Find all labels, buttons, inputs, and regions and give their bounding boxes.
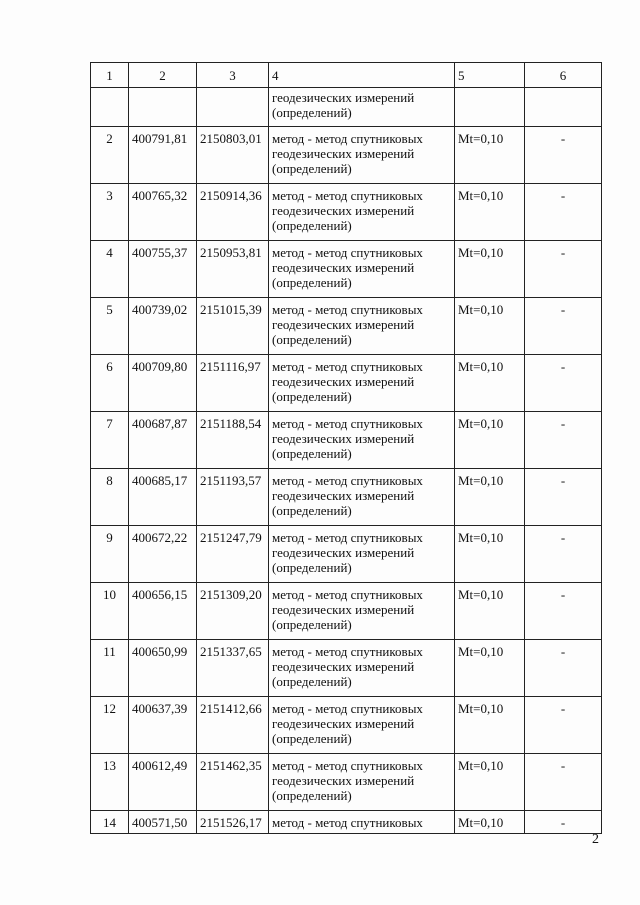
cell-accuracy: Mt=0,10 <box>455 241 525 298</box>
cell-point-number: 3 <box>91 184 129 241</box>
page-number: 2 <box>592 832 599 847</box>
cell-accuracy: Mt=0,10 <box>455 583 525 640</box>
table-row <box>91 697 602 754</box>
cell-accuracy: Mt=0,10 <box>455 526 525 583</box>
cell-y-coordinate: 2151247,79 <box>197 526 269 583</box>
cell-x-coordinate: 400571,50 <box>129 811 197 834</box>
cell-note: - <box>525 754 602 811</box>
cell-x-coordinate: 400739,02 <box>129 298 197 355</box>
cell-point-number: 8 <box>91 469 129 526</box>
cell-point-number: 2 <box>91 127 129 184</box>
cell-accuracy: Mt=0,10 <box>455 298 525 355</box>
cell-note: - <box>525 241 602 298</box>
cell-point-number: 11 <box>91 640 129 697</box>
cell-note: - <box>525 127 602 184</box>
cell-note: - <box>525 355 602 412</box>
cell-note: - <box>525 412 602 469</box>
cell-method: метод - метод спутниковых геодезических измерений (определений) <box>269 355 455 412</box>
cell-note: - <box>525 298 602 355</box>
table-row <box>91 754 602 811</box>
cell-x-coordinate: 400612,49 <box>129 754 197 811</box>
cell-x-coordinate: 400755,37 <box>129 241 197 298</box>
cell-accuracy: Mt=0,10 <box>455 811 525 834</box>
table-row <box>91 583 602 640</box>
cell-accuracy: Mt=0,10 <box>455 355 525 412</box>
cell-method: метод - метод спутниковых геодезических измерений (определений) <box>269 241 455 298</box>
cell-point-number: 5 <box>91 298 129 355</box>
cell-point-number: 7 <box>91 412 129 469</box>
coordinates-table <box>90 62 602 834</box>
cell-method: метод - метод спутниковых геодезических измерений (определений) <box>269 298 455 355</box>
cell-x-coordinate: 400791,81 <box>129 127 197 184</box>
cell-y-coordinate: 2150953,81 <box>197 241 269 298</box>
cell-y-coordinate: 2151462,35 <box>197 754 269 811</box>
cell-accuracy <box>455 88 525 127</box>
cell-x-coordinate: 400650,99 <box>129 640 197 697</box>
table-row <box>91 298 602 355</box>
cell-y-coordinate: 2151188,54 <box>197 412 269 469</box>
cell-note: - <box>525 469 602 526</box>
cell-method: метод - метод спутниковых геодезических измерений (определений) <box>269 412 455 469</box>
cell-point-number: 13 <box>91 754 129 811</box>
cell-method: метод - метод спутниковых <box>269 811 455 834</box>
cell-y-coordinate: 2150803,01 <box>197 127 269 184</box>
table-row <box>91 412 602 469</box>
column-header-6: 6 <box>525 63 602 88</box>
table-row <box>91 184 602 241</box>
continuation-row <box>91 88 602 127</box>
cell-method: метод - метод спутниковых геодезических измерений (определений) <box>269 697 455 754</box>
cell-x-coordinate: 400672,22 <box>129 526 197 583</box>
cell-point-number: 10 <box>91 583 129 640</box>
table-row <box>91 241 602 298</box>
cell-point-number <box>91 88 129 127</box>
cell-note: - <box>525 583 602 640</box>
cell-y-coordinate: 2151116,97 <box>197 355 269 412</box>
table-row <box>91 526 602 583</box>
cell-point-number: 12 <box>91 697 129 754</box>
table-row <box>91 469 602 526</box>
cell-accuracy: Mt=0,10 <box>455 184 525 241</box>
cell-y-coordinate: 2151526,17 <box>197 811 269 834</box>
cell-y-coordinate: 2151015,39 <box>197 298 269 355</box>
cell-point-number: 4 <box>91 241 129 298</box>
cell-method: геодезических измерений (определений) <box>269 88 455 127</box>
cell-accuracy: Mt=0,10 <box>455 412 525 469</box>
cell-accuracy: Mt=0,10 <box>455 640 525 697</box>
cell-x-coordinate: 400637,39 <box>129 697 197 754</box>
table-body <box>91 63 602 834</box>
cell-y-coordinate: 2151193,57 <box>197 469 269 526</box>
column-header-5: 5 <box>455 63 525 88</box>
cell-point-number: 6 <box>91 355 129 412</box>
table-row <box>91 640 602 697</box>
cell-x-coordinate: 400709,80 <box>129 355 197 412</box>
cell-accuracy: Mt=0,10 <box>455 127 525 184</box>
cell-x-coordinate: 400687,87 <box>129 412 197 469</box>
cell-x-coordinate: 400685,17 <box>129 469 197 526</box>
column-header-4: 4 <box>269 63 455 88</box>
cell-y-coordinate: 2151337,65 <box>197 640 269 697</box>
table-row <box>91 355 602 412</box>
cell-y-coordinate <box>197 88 269 127</box>
cell-point-number: 9 <box>91 526 129 583</box>
cell-x-coordinate <box>129 88 197 127</box>
column-header-1: 1 <box>91 63 129 88</box>
cell-method: метод - метод спутниковых геодезических измерений (определений) <box>269 583 455 640</box>
cell-x-coordinate: 400765,32 <box>129 184 197 241</box>
table-row <box>91 811 602 834</box>
table-row <box>91 127 602 184</box>
cell-note <box>525 88 602 127</box>
cell-method: метод - метод спутниковых геодезических измерений (определений) <box>269 184 455 241</box>
column-header-2: 2 <box>129 63 197 88</box>
cell-x-coordinate: 400656,15 <box>129 583 197 640</box>
cell-y-coordinate: 2151309,20 <box>197 583 269 640</box>
cell-note: - <box>525 526 602 583</box>
cell-method: метод - метод спутниковых геодезических измерений (определений) <box>269 526 455 583</box>
cell-method: метод - метод спутниковых геодезических измерений (определений) <box>269 640 455 697</box>
cell-method: метод - метод спутниковых геодезических измерений (определений) <box>269 754 455 811</box>
cell-accuracy: Mt=0,10 <box>455 469 525 526</box>
cell-y-coordinate: 2150914,36 <box>197 184 269 241</box>
cell-note: - <box>525 697 602 754</box>
cell-method: метод - метод спутниковых геодезических измерений (определений) <box>269 469 455 526</box>
cell-point-number: 14 <box>91 811 129 834</box>
cell-accuracy: Mt=0,10 <box>455 754 525 811</box>
column-header-3: 3 <box>197 63 269 88</box>
cell-note: - <box>525 640 602 697</box>
cell-accuracy: Mt=0,10 <box>455 697 525 754</box>
table-header-row <box>91 63 602 88</box>
cell-method: метод - метод спутниковых геодезических измерений (определений) <box>269 127 455 184</box>
cell-note: - <box>525 811 602 834</box>
cell-y-coordinate: 2151412,66 <box>197 697 269 754</box>
cell-note: - <box>525 184 602 241</box>
